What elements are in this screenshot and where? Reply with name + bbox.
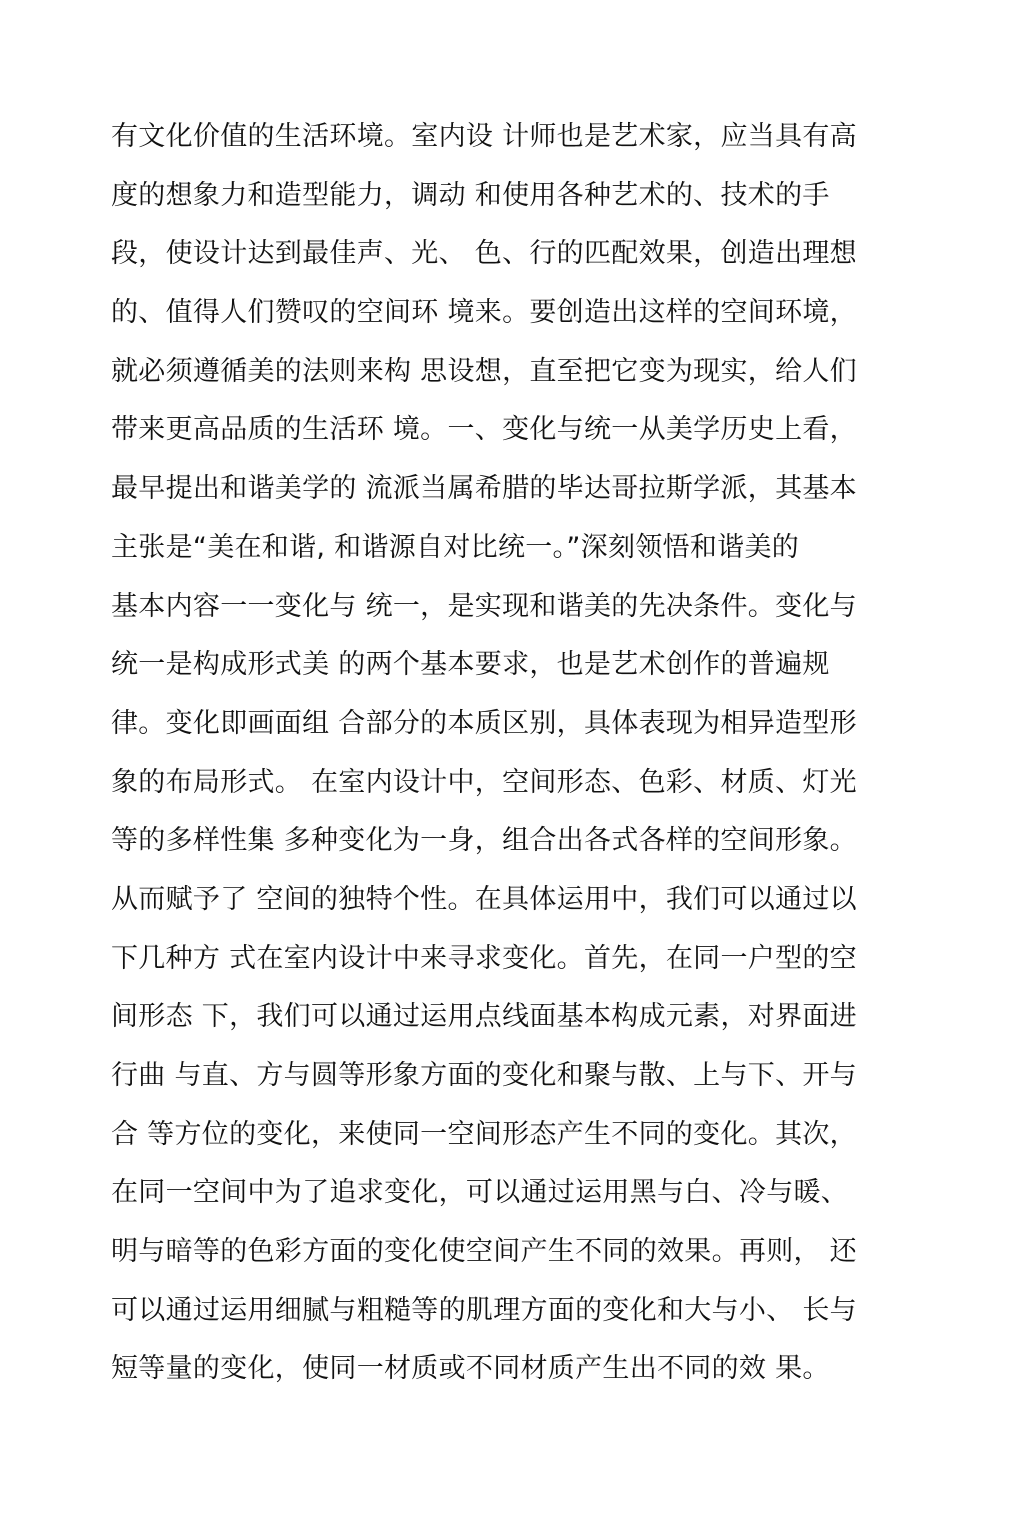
text-line: 等的多样性集 多种变化为一身，组合出各式各样的空间形象。	[111, 825, 857, 857]
text-line: 律。变化即画面组 合部分的本质区别，具体表现为相异造型形	[111, 707, 857, 739]
text-line: 短等量的变化，使同一材质或不同材质产生出不同的效 果。	[111, 1353, 830, 1385]
text-line: 合 等方位的变化，来使同一空间形态产生不同的变化。其次，	[111, 1118, 857, 1150]
text-line: 就必须遵循美的法则来构 思设想，直至把它变为现实，给人们	[111, 355, 857, 387]
text-line: 统一是构成形式美 的两个基本要求，也是艺术创作的普遍规	[111, 649, 830, 681]
text-line: 明与暗等的色彩方面的变化使空间产生不同的效果。再则， 还	[111, 1236, 857, 1268]
text-line: 象的布局形式。 在室内设计中，空间形态、色彩、材质、灯光	[111, 766, 857, 798]
text-line: 下几种方 式在室内设计中来寻求变化。首先，在同一户型的空	[111, 942, 857, 974]
text-line: 主张是“美在和谐, 和谐源自对比统一。”深刻领悟和谐美的	[111, 531, 800, 563]
text-line: 带来更高品质的生活环 境。一、变化与统一从美学历史上看，	[111, 414, 857, 446]
text-line: 度的想象力和造型能力，调动 和使用各种艺术的、技术的手	[111, 179, 830, 211]
text-line: 行曲 与直、方与圆等形象方面的变化和聚与散、上与下、开与	[111, 1060, 857, 1091]
text-line: 的、值得人们赞叹的空间环 境来。要创造出这样的空间环境，	[111, 297, 857, 329]
text-line: 最早提出和谐美学的 流派当属希腊的毕达哥拉斯学派，其基本	[111, 473, 857, 505]
text-line: 有文化价值的生活环境。室内设 计师也是艺术家，应当具有高	[111, 121, 857, 152]
text-line: 从而赋予了 空间的独特个性。在具体运用中，我们可以通过以	[111, 883, 857, 915]
text-line: 段，使设计达到最佳声、光、 色、行的匹配效果，创造出理想	[111, 238, 857, 270]
text-line: 间形态 下，我们可以通过运用点线面基本构成元素，对界面进	[111, 1001, 857, 1033]
text-line: 可以通过运用细腻与粗糙等的肌理方面的变化和大与小、 长与	[111, 1294, 857, 1326]
text-line: 基本内容一一变化与 统一，是实现和谐美的先决条件。变化与	[111, 590, 857, 622]
body-text	[111, 108, 911, 1399]
text-line: 在同一空间中为了追求变化，可以通过运用黑与白、冷与暖、	[111, 1177, 849, 1209]
